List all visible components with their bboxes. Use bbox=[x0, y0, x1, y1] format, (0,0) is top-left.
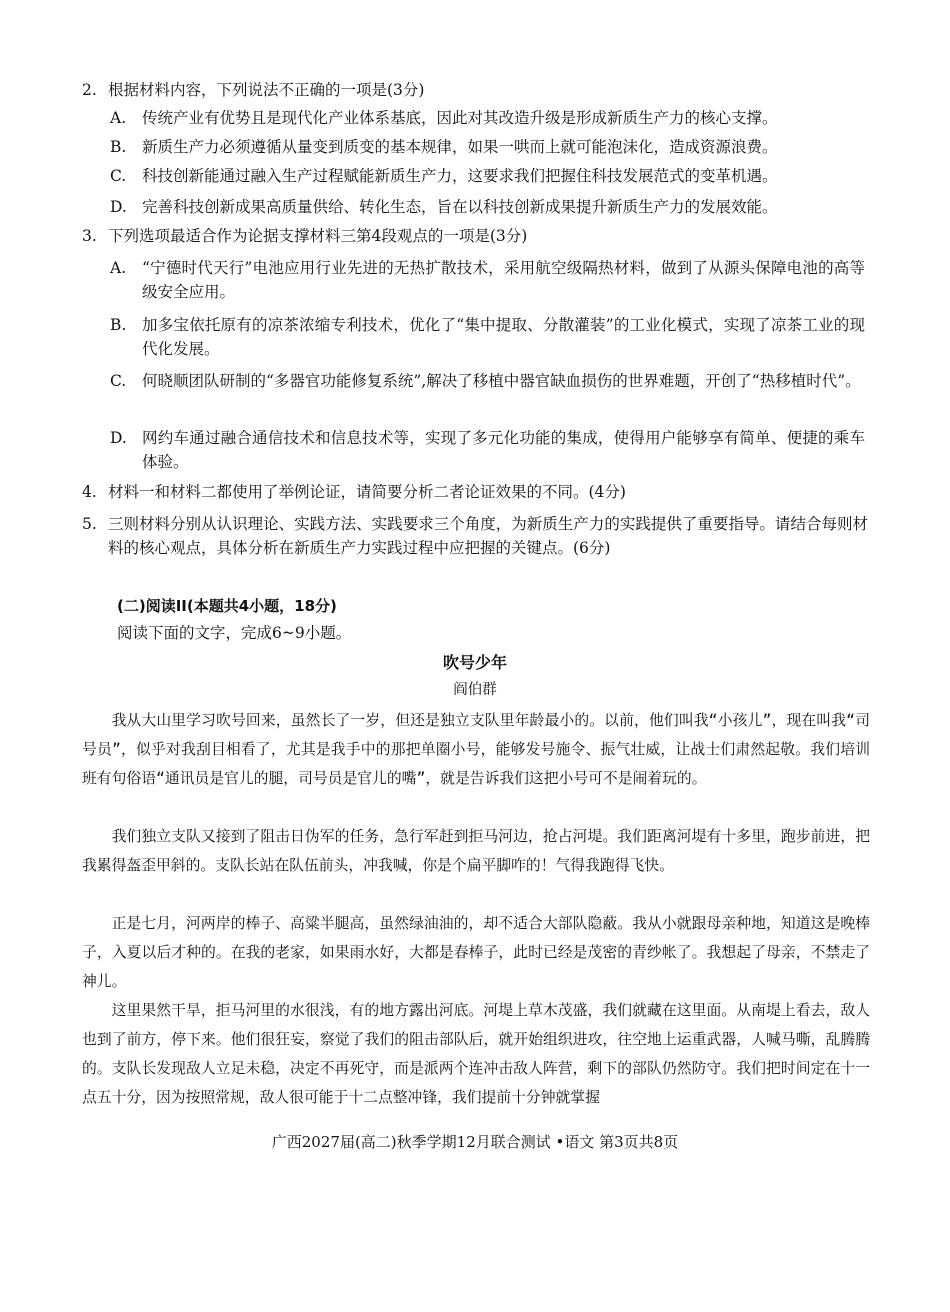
question-3-option-c bbox=[110, 369, 865, 393]
option-letter: C. bbox=[110, 372, 127, 390]
question-3-option-b bbox=[110, 313, 865, 361]
question-3-number: 3. bbox=[82, 227, 97, 245]
story-paragraph-5: 支队长发现敌人立足未稳，决定不再死守，而是派两个连冲击敌人阵营，剩下的部队仍然防守。我们把时间定在十一点五十分，因为按照常规，敌人很可能于十二点整冲锋，我们提前十分钟就掌握 bbox=[82, 1060, 870, 1106]
question-2-stem bbox=[82, 78, 872, 102]
question-5-text: 三则材料分别从认识理论、实践方法、实践要求三个角度，为新质生产力的实践提供了重要指导。请结合每则材料的核心观点，具体分析在新质生产力实践过程中应把握的关键点。(6分) bbox=[108, 515, 868, 557]
question-2-number: 2. bbox=[82, 81, 97, 99]
option-text: 科技创新能通过融入生产过程赋能新质生产力，这要求我们把握住科技发展范式的变革机遇。 bbox=[142, 167, 778, 185]
option-letter: B. bbox=[110, 316, 127, 334]
option-text: 传统产业有优势且是现代化产业体系基底，因此对其改造升级是形成新质生产力的核心支撑。 bbox=[142, 109, 778, 127]
question-3-text: 下列选项最适合作为论据支撑材料三第4段观点的一项是(3分) bbox=[108, 227, 528, 245]
question-4-number: 4. bbox=[82, 483, 97, 501]
section-instruction: 阅读下面的文字，完成6~9小题。 bbox=[117, 624, 352, 642]
option-text: 加多宝依托原有的凉茶浓缩专利技术，优化了“集中提取、分散灌装”的工业化模式，实现了凉茶工业的现代化发展。 bbox=[142, 316, 865, 358]
question-4-text: 材料一和材料二都使用了举例论证，请简要分析二者论证效果的不同。(4分) bbox=[108, 483, 626, 501]
option-text: 网约车通过融合通信技术和信息技术等，实现了多元化功能的集成，使得用户能够享有简单、便捷的乘车体验。 bbox=[142, 429, 865, 471]
option-letter: A. bbox=[110, 109, 127, 127]
option-letter: D. bbox=[110, 198, 127, 216]
story-paragraph-4: 这里果然干旱，拒马河里的水很浅，有的地方露出河底。河堤上草木茂盛，我们就藏在这里面。从南堤上看去，敌人也到了前方，停下来。他们很狂妄，察觉了我们的阻击部队后，就开始组织进攻，往空地上运重武器，人喊马嘶，乱腾腾的。 bbox=[82, 1002, 870, 1077]
option-text: 何晓顺团队研制的“多器官功能修复系统”,解决了移植中器官缺血损伤的世界难题，开创了“热移植时代”。 bbox=[142, 372, 861, 390]
option-letter: C. bbox=[110, 167, 127, 185]
story-paragraph-1: 我从大山里学习吹号回来，虽然长了一岁，但还是独立支队里年龄最小的。以前，他们叫我“小孩儿”，现在叫我“司号员”，似乎对我刮目相看了，尤其是我手中的那把单圈小号，能够发号施令、振气壮威，让战士们肃然起敬。我们培训班有句俗语“通讯员是官儿的腿，司号员是官儿的嘴”，就是告诉我们这把小号可不是闹着玩的。 bbox=[82, 712, 870, 787]
story-paragraph-2: 我们独立支队又接到了阻击日伪军的任务，急行军赶到拒马河边，抢占河堤。我们距离河堤有十多里，跑步前进，把我累得盔歪甲斜的。支队长站在队伍前头，冲我喊，你是个扁平脚咋的！气得我跑得飞快。 bbox=[82, 828, 870, 874]
question-3-option-d bbox=[110, 426, 865, 474]
option-text: 完善科技创新成果高质量供给、转化生态，旨在以科技创新成果提升新质生产力的发展效能。 bbox=[142, 198, 778, 216]
story-author: 阎伯群 bbox=[453, 682, 497, 698]
question-2-option-b bbox=[110, 135, 865, 159]
question-3-option-a bbox=[110, 256, 865, 304]
option-letter: D. bbox=[110, 429, 127, 447]
question-2-option-d bbox=[110, 195, 865, 219]
option-text: “宁德时代天行”电池应用行业先进的无热扩散技术，采用航空级隔热材料，做到了从源头保障电池的高等级安全应用。 bbox=[142, 259, 865, 301]
option-text: 新质生产力必须遵循从量变到质变的基本规律，如果一哄而上就可能泡沫化，造成资源浪费。 bbox=[142, 138, 778, 156]
question-2-text: 根据材料内容，下列说法不正确的一项是(3分) bbox=[108, 81, 425, 99]
question-3-stem bbox=[82, 224, 872, 248]
story-title: 吹号少年 bbox=[442, 653, 507, 672]
option-letter: A. bbox=[110, 259, 127, 277]
story-paragraph-3: 正是七月，河两岸的棒子、高粱半腿高，虽然绿油油的，却不适合大部队隐蔽。我从小就跟母亲种地，知道这是晚棒子，入夏以后才种的。在我的老家，如果雨水好，大都是春棒子，此时已经是茂密的青纱帐了。我想起了母亲，不禁走了神儿。 bbox=[82, 915, 870, 990]
question-2-option-c bbox=[110, 164, 865, 188]
question-2-option-a bbox=[110, 106, 865, 130]
question-4 bbox=[82, 480, 872, 504]
page-footer: 广西2027届(高二)秋季学期12月联合测试 •语文 第3页共8页 bbox=[271, 1133, 679, 1151]
question-5-number: 5. bbox=[82, 515, 97, 533]
section-heading: (二)阅读II(本题共4小题，18分) bbox=[117, 597, 337, 615]
option-letter: B. bbox=[110, 138, 127, 156]
